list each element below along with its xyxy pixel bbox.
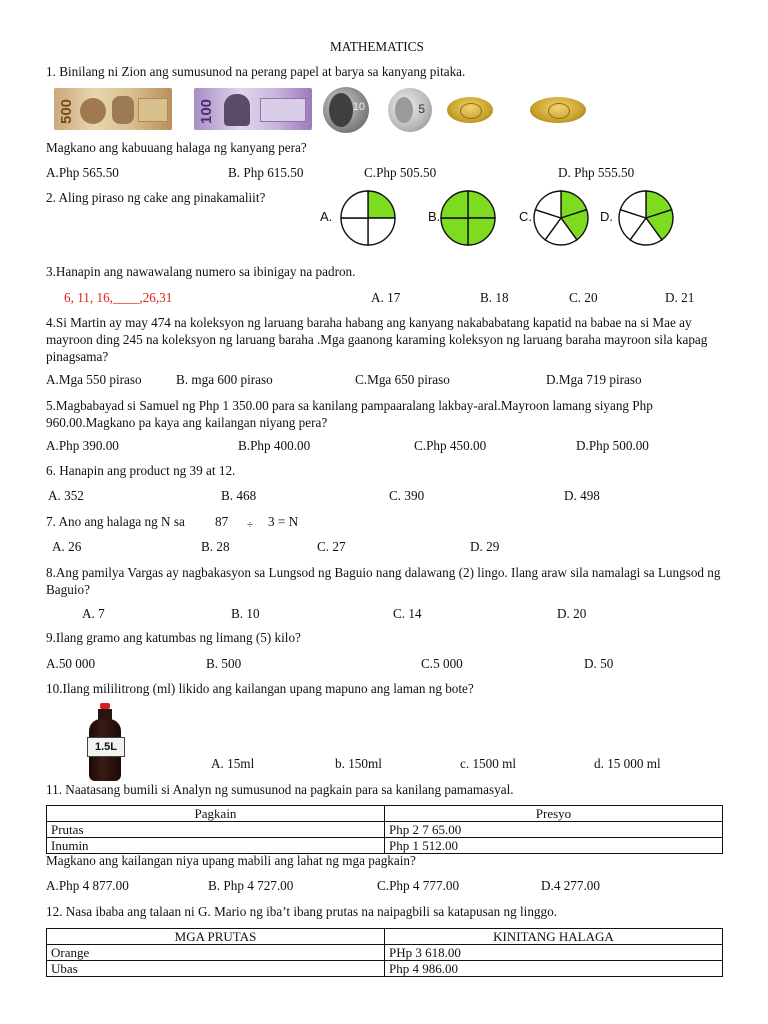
q1-choice-d[interactable]: D. Php 555.50 (558, 165, 635, 180)
q5-choice-a[interactable]: A.Php 390.00 (46, 438, 119, 453)
table-row (47, 838, 723, 854)
pie-slice-unshaded (341, 191, 368, 218)
q10-choice-c[interactable]: c. 1500 ml (460, 756, 517, 771)
table-cell: Inumin (47, 838, 385, 854)
q3-choice-c[interactable]: C. 20 (569, 290, 598, 305)
q6-choice-b[interactable]: B. 468 (221, 488, 257, 503)
q7-choice-c[interactable]: C. 27 (317, 539, 346, 554)
q11-choice-b[interactable]: B. Php 4 727.00 (208, 878, 294, 893)
table-cell: Php 4 986.00 (384, 961, 722, 977)
100-peso-bill: 100 (194, 88, 312, 130)
q6-choice-a[interactable]: A. 352 (48, 488, 84, 503)
q7-division-sign: ÷ (247, 519, 254, 531)
q7-choice-a[interactable]: A. 26 (52, 539, 82, 554)
q5-question: 5.Magbabayad si Samuel ng Php 1 350.00 para sa kanilang pampaaralang lakbay-aral.Mayroon lamang siyang Php 960.00.Magkano pa kaya ang kailangan niyang pera? (46, 398, 653, 430)
q4-choice-d[interactable]: D.Mga 719 piraso (546, 372, 642, 387)
q3-question: 3.Hanapin ang nawawalang numero sa ibinigay na padron. (46, 264, 356, 279)
q3-choice-b[interactable]: B. 18 (480, 290, 509, 305)
pie-slice-shaded (468, 191, 495, 218)
table-cell: Orange (47, 945, 385, 961)
q3-choice-d[interactable]: D. 21 (665, 290, 695, 305)
q5-choice-b[interactable]: B.Php 400.00 (238, 438, 311, 453)
q5-choice-c[interactable]: C.Php 450.00 (414, 438, 487, 453)
pie-d-fifths (619, 191, 673, 245)
table-header-row (47, 929, 723, 945)
pie-slice-unshaded (341, 218, 368, 245)
q10-choice-b[interactable]: b. 150ml (335, 756, 382, 771)
q9-choice-b[interactable]: B. 500 (206, 656, 242, 671)
q11-sub-question: Magkano ang kailangan niya upang mabili ang lahat ng mga pagkain? (46, 853, 416, 868)
table-cell: Prutas (47, 822, 385, 838)
q12-fruit-sales-table (46, 928, 723, 977)
q1-choice-a[interactable]: A.Php 565.50 (46, 165, 119, 180)
q11-food-table (46, 805, 723, 854)
table-cell: Php 1 512.00 (385, 838, 723, 854)
q4-choice-c[interactable]: C.Mga 650 piraso (355, 372, 450, 387)
pie-slice-shaded (441, 191, 468, 218)
q11-choice-a[interactable]: A.Php 4 877.00 (46, 878, 129, 893)
q2-question: 2. Aling piraso ng cake ang pinakamaliit? (46, 190, 266, 205)
table-header: MGA PRUTAS (47, 929, 385, 945)
table-row (47, 961, 723, 977)
q8-choice-a[interactable]: A. 7 (82, 606, 105, 621)
q12-question: 12. Nasa ibaba ang talaan ni G. Mario ng iba’t ibang prutas na naipagbili sa katapusan ng linggo. (46, 904, 558, 919)
table-row (47, 822, 723, 838)
pie-slice-unshaded (368, 218, 395, 245)
table-header: Presyo (385, 806, 723, 822)
q8-choice-c[interactable]: C. 14 (393, 606, 422, 621)
pie-slice-shaded (468, 218, 495, 245)
q4-choice-a[interactable]: A.Mga 550 piraso (46, 372, 142, 387)
q1-choice-c[interactable]: C.Php 505.50 (364, 165, 437, 180)
q10-choice-d[interactable]: d. 15 000 ml (594, 756, 661, 771)
q2-label-c[interactable]: C. (519, 209, 532, 224)
table-header: KINITANG HALAGA (384, 929, 722, 945)
q10-question: 10.Ilang mililitrong (ml) likido ang kailangan upang mapuno ang laman ng bote? (46, 681, 474, 696)
q3-choice-a[interactable]: A. 17 (371, 290, 401, 305)
q11-choice-c[interactable]: C.Php 4 777.00 (377, 878, 460, 893)
q9-choice-d[interactable]: D. 50 (584, 656, 614, 671)
pie-slice-shaded (441, 218, 468, 245)
q1-sub-question: Magkano ang kabuuang halaga ng kanyang pera? (46, 140, 307, 155)
pie-slice-shaded (368, 191, 395, 218)
bottle-label: 1.5L (87, 737, 125, 757)
5-peso-coin: 5 (388, 88, 432, 132)
q4-question: 4.Si Martin ay may 474 na koleksyon ng laruang baraha habang ang kanyang nakababatang kapatid na babae na si Mae ay mayroon ding 245 na koleksyon ng laruang baraha .Mga gaanong karaming koleksyon ng laruang baraha mayroon sila kapag pinagsama? (46, 315, 708, 364)
q9-choice-a[interactable]: A.50 000 (46, 656, 96, 671)
table-cell: PHp 3 618.00 (384, 945, 722, 961)
q7-equation-rest: 3 = N (268, 514, 299, 529)
q8-choice-d[interactable]: D. 20 (557, 606, 587, 621)
q2-label-a[interactable]: A. (320, 209, 333, 224)
q7-question: 7. Ano ang halaga ng N sa (46, 514, 185, 529)
q2-pie-diagrams (0, 0, 768, 260)
q5-choice-d[interactable]: D.Php 500.00 (576, 438, 649, 453)
q8-question: 8.Ang pamilya Vargas ay nagbakasyon sa Lungsod ng Baguio nang dalawang (2) lingo. Ilang araw sila namalagi sa Lungsod ng Baguio? (46, 565, 721, 597)
pie-c-fifths (534, 191, 588, 245)
q7-choice-b[interactable]: B. 28 (201, 539, 230, 554)
pie-a-quarter-shaded (341, 191, 395, 245)
q9-choice-c[interactable]: C.5 000 (421, 656, 463, 671)
q9-question: 9.Ilang gramo ang katumbas ng limang (5) kilo? (46, 630, 301, 645)
q11-question: 11. Naatasang bumili si Analyn ng sumusunod na pagkain para sa kanilang pamamasyal. (46, 782, 514, 797)
q8-choice-b[interactable]: B. 10 (231, 606, 260, 621)
table-row (47, 945, 723, 961)
10-peso-coin: 10 (323, 87, 369, 133)
table-cell: Php 2 7 65.00 (385, 822, 723, 838)
q10-choice-a[interactable]: A. 15ml (211, 756, 255, 771)
q1-question: 1. Binilang ni Zion ang sumusunod na perang papel at barya sa kanyang pitaka. (46, 64, 466, 79)
table-cell: Ubas (47, 961, 385, 977)
q2-label-d[interactable]: D. (600, 209, 613, 224)
pie-b-fully-shaded (441, 191, 495, 245)
q3-pattern: 6, 11, 16,____,26,31 (64, 290, 173, 305)
q6-question: 6. Hanapin ang product ng 39 at 12. (46, 463, 236, 478)
table-header-row (47, 806, 723, 822)
q7-choice-d[interactable]: D. 29 (470, 539, 500, 554)
soda-bottle-image (87, 703, 123, 783)
table-header: Pagkain (47, 806, 385, 822)
page-title: MATHEMATICS (330, 39, 424, 54)
q6-choice-c[interactable]: C. 390 (389, 488, 425, 503)
q4-choice-b[interactable]: B. mga 600 piraso (176, 372, 273, 387)
q11-choice-d[interactable]: D.4 277.00 (541, 878, 600, 893)
q6-choice-d[interactable]: D. 498 (564, 488, 600, 503)
q2-label-b[interactable]: B. (428, 209, 441, 224)
q1-choice-b[interactable]: B. Php 615.50 (228, 165, 304, 180)
q7-number: 87 (215, 514, 229, 529)
500-peso-bill: 500 (54, 88, 172, 130)
